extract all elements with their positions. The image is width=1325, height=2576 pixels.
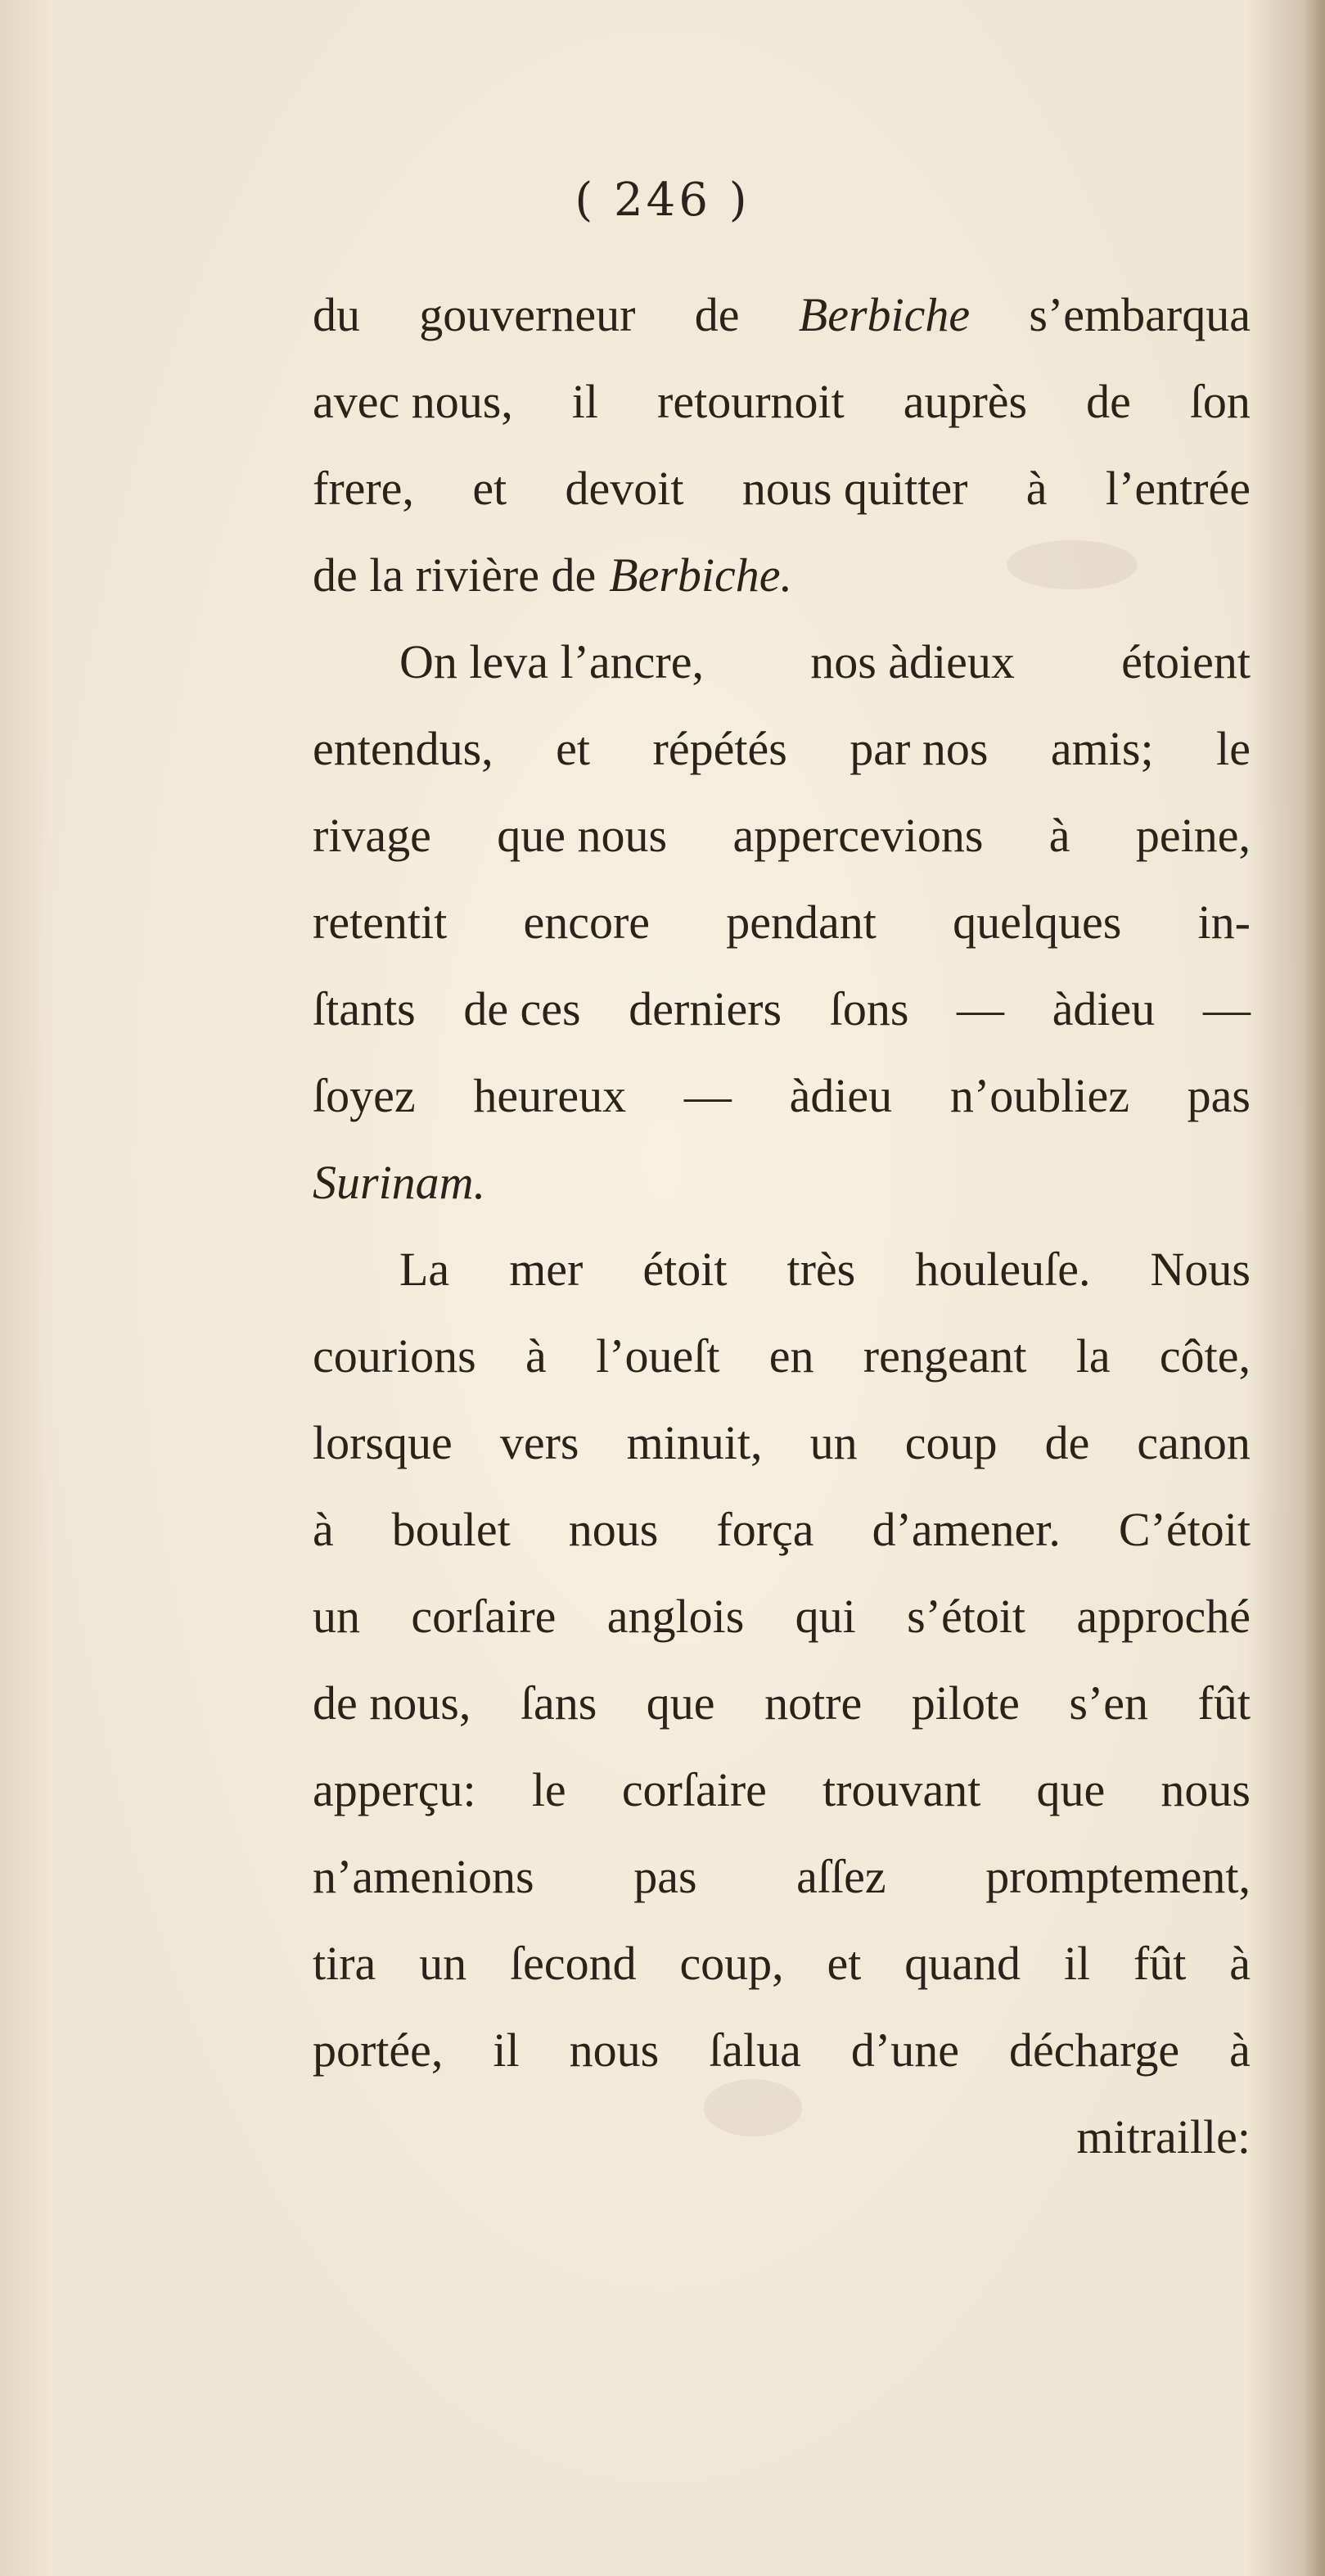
text-line xyxy=(313,272,1251,359)
text-word: s’en xyxy=(1069,1676,1148,1730)
text-word: entendus, xyxy=(313,722,493,775)
text-word: rivage xyxy=(313,809,431,862)
text-line xyxy=(313,1487,1251,1573)
text-word: peine, xyxy=(1135,809,1251,862)
body-text xyxy=(313,272,1251,2181)
text-word: avec nous, xyxy=(313,375,513,428)
text-word: appercevions xyxy=(732,809,984,862)
text-word: quand xyxy=(904,1937,1021,1990)
text-line xyxy=(313,1573,1251,1660)
text-word: heureux xyxy=(473,1069,627,1122)
text-word: encore xyxy=(523,896,651,949)
text-word: rengeant xyxy=(863,1329,1027,1383)
text-word: portée, xyxy=(313,2023,444,2077)
text-line xyxy=(313,445,1251,532)
text-line xyxy=(313,1053,1251,1139)
text-line xyxy=(313,792,1251,879)
text-line xyxy=(313,1313,1251,1400)
text-word: de la rivière de xyxy=(313,548,597,602)
text-word: Berbiche xyxy=(798,288,971,341)
text-word: canon xyxy=(1137,1416,1251,1469)
text-word: du xyxy=(313,288,360,341)
text-word: l’oueſt xyxy=(596,1329,720,1383)
text-word: à xyxy=(1229,2023,1251,2077)
text-word: Surinam. xyxy=(313,1156,486,1209)
text-word: ſans xyxy=(520,1676,597,1730)
text-word: ſecond xyxy=(509,1937,637,1990)
text-word: la xyxy=(1075,1329,1111,1383)
text-word: pendant xyxy=(726,896,877,949)
text-word: il xyxy=(571,375,599,428)
text-word: de xyxy=(1044,1416,1090,1469)
text-line xyxy=(313,1747,1251,1834)
text-word: derniers xyxy=(629,982,782,1035)
text-word: étoit xyxy=(642,1243,728,1296)
text-word: qui xyxy=(795,1590,856,1643)
text-word: un xyxy=(809,1416,858,1469)
text-word: quelques xyxy=(953,896,1122,949)
text-word: nous xyxy=(569,2023,660,2077)
text-word: fût xyxy=(1197,1676,1251,1730)
text-word: boulet xyxy=(391,1503,511,1556)
text-word: que nous xyxy=(497,809,668,862)
text-word: un xyxy=(419,1937,467,1990)
text-word: que xyxy=(646,1676,715,1730)
text-word: ſtants xyxy=(313,982,416,1035)
text-line xyxy=(313,619,1251,706)
text-word: corſaire xyxy=(411,1590,557,1643)
text-word: mitraille: xyxy=(1076,2110,1251,2163)
text-word: d’amener. xyxy=(872,1503,1061,1556)
text-word: approché xyxy=(1076,1590,1251,1643)
text-word: de nous, xyxy=(313,1676,471,1730)
text-word: nos àdieux xyxy=(810,635,1015,688)
text-word: s’embarqua xyxy=(1029,288,1251,341)
text-word: gouverneur xyxy=(419,288,636,341)
text-word: ſons xyxy=(829,982,909,1035)
text-word: l’entrée xyxy=(1105,462,1251,515)
text-word: côte, xyxy=(1159,1329,1251,1383)
text-line xyxy=(313,706,1251,792)
text-word: — xyxy=(1202,982,1251,1035)
text-word: étoient xyxy=(1121,635,1251,688)
text-line xyxy=(313,966,1251,1053)
text-word: que xyxy=(1036,1763,1106,1816)
text-word: pilote xyxy=(911,1676,1020,1730)
text-word: coup xyxy=(904,1416,998,1469)
text-word: décharge xyxy=(1008,2023,1180,2077)
text-word: de xyxy=(694,288,740,341)
text-word: C’étoit xyxy=(1118,1503,1251,1556)
text-word: à xyxy=(313,1503,334,1556)
text-word: de xyxy=(1086,375,1131,428)
text-word: d’une xyxy=(850,2023,959,2077)
text-word: le xyxy=(1216,722,1251,775)
page-edge-shadow xyxy=(1304,0,1325,2576)
text-line xyxy=(313,1400,1251,1487)
text-word: coup, xyxy=(679,1937,784,1990)
text-word: àdieu xyxy=(1052,982,1156,1035)
text-word: amis; xyxy=(1050,722,1154,775)
text-line xyxy=(313,1834,1251,1920)
text-word: corſaire xyxy=(621,1763,767,1816)
text-word: n’amenions xyxy=(313,1850,534,1903)
text-word: ſalua xyxy=(709,2023,801,2077)
text-line xyxy=(313,879,1251,966)
text-word: La xyxy=(399,1243,450,1296)
text-word: On leva l’ancre, xyxy=(399,635,704,688)
text-word: Nous xyxy=(1150,1243,1251,1296)
text-line xyxy=(313,1920,1251,2007)
text-word: ſon xyxy=(1189,375,1251,428)
text-word: nous xyxy=(568,1503,659,1556)
text-word: — xyxy=(683,1069,732,1122)
text-word: mer xyxy=(509,1243,584,1296)
text-line xyxy=(313,1139,1251,1226)
text-word: houleuſe. xyxy=(915,1243,1091,1296)
text-word: et xyxy=(556,722,591,775)
text-word: trouvant xyxy=(822,1763,981,1816)
text-word: il xyxy=(1063,1937,1091,1990)
text-word: n’oubliez xyxy=(949,1069,1129,1122)
text-word: à xyxy=(1229,1937,1251,1990)
text-word: à xyxy=(525,1329,547,1383)
text-word: nous xyxy=(1161,1763,1251,1816)
text-word: anglois xyxy=(606,1590,745,1643)
text-word: il xyxy=(493,2023,520,2077)
text-word: frere, xyxy=(313,462,414,515)
text-word: pas xyxy=(1187,1069,1251,1122)
text-word: notre xyxy=(764,1676,863,1730)
text-word: courions xyxy=(313,1329,476,1383)
text-word: retentit xyxy=(313,896,448,949)
text-word: tira xyxy=(313,1937,376,1990)
text-word: apperçu: xyxy=(313,1763,476,1816)
text-word: devoit xyxy=(565,462,684,515)
text-word: le xyxy=(531,1763,566,1816)
text-word: et xyxy=(827,1937,862,1990)
text-word: in- xyxy=(1197,896,1251,949)
text-word: ſoyez xyxy=(313,1069,416,1122)
text-line xyxy=(313,1226,1251,1313)
text-word: Berbiche. xyxy=(609,548,793,602)
text-word: minuit, xyxy=(626,1416,763,1469)
text-word: très xyxy=(786,1243,856,1296)
text-line xyxy=(313,532,1251,619)
text-line xyxy=(313,2007,1251,2094)
text-word: à xyxy=(1048,809,1070,862)
text-word: répétés xyxy=(652,722,787,775)
text-word: et xyxy=(472,462,507,515)
text-word: pas xyxy=(633,1850,697,1903)
text-word: à xyxy=(1025,462,1048,515)
text-word: fût xyxy=(1133,1937,1187,1990)
text-word: s’étoit xyxy=(907,1590,1026,1643)
text-word: àdieu xyxy=(789,1069,893,1122)
text-word: vers xyxy=(499,1416,579,1469)
text-word: força xyxy=(716,1503,814,1556)
text-line xyxy=(313,1660,1251,1747)
text-line xyxy=(313,2094,1251,2181)
page-number: ( 246 ) xyxy=(575,174,750,227)
text-word: nous quitter xyxy=(741,462,968,515)
text-word: aſſez xyxy=(796,1850,886,1903)
text-word: un xyxy=(313,1590,360,1643)
text-word: retournoit xyxy=(657,375,845,428)
text-word: — xyxy=(957,982,1005,1035)
text-word: lorsque xyxy=(313,1416,453,1469)
text-word: de ces xyxy=(463,982,581,1035)
text-word: par nos xyxy=(850,722,989,775)
text-word: auprès xyxy=(903,375,1028,428)
text-line xyxy=(313,359,1251,445)
text-word: promptement, xyxy=(985,1850,1251,1903)
text-word: en xyxy=(768,1329,814,1383)
